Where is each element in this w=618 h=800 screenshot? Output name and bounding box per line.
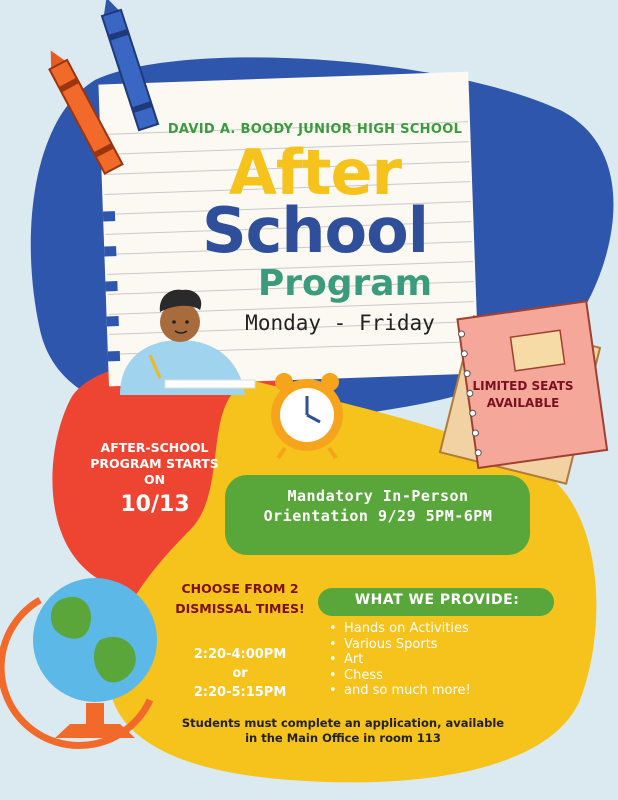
time-or: or bbox=[232, 666, 248, 681]
starts-text: AFTER-SCHOOL PROGRAM STARTS ON bbox=[90, 440, 219, 487]
provide-heading: WHAT WE PROVIDE: bbox=[354, 592, 520, 608]
footer-note: Students must complete an application, available in the Main Office in room 113 bbox=[181, 716, 505, 745]
globe-icon bbox=[1, 578, 157, 745]
list-item: • and so much more! bbox=[326, 683, 566, 699]
list-item: • Chess bbox=[326, 668, 566, 684]
school-name: DAVID A. BOODY JUNIOR HIGH SCHOOL bbox=[167, 122, 463, 137]
start-date: 10/13 bbox=[120, 492, 190, 517]
limited-seats-text: LIMITED SEATS AVAILABLE bbox=[472, 379, 574, 410]
list-item: • Art bbox=[326, 652, 566, 668]
time-option-1: 2:20-4:00PM bbox=[193, 647, 287, 662]
title-after: After bbox=[228, 136, 402, 209]
provide-list bbox=[326, 621, 566, 699]
time-option-2: 2:20-5:15PM bbox=[193, 685, 287, 700]
dismissal-choice-text: CHOOSE FROM 2 DISMISSAL TIMES! bbox=[175, 581, 305, 616]
dismissal-times bbox=[170, 645, 310, 702]
list-item: • Hands on Activities bbox=[326, 621, 566, 637]
title-program: Program bbox=[257, 263, 433, 304]
list-item: • Various Sports bbox=[326, 637, 566, 653]
days-text: Monday - Friday bbox=[245, 311, 435, 335]
title-school: School bbox=[202, 194, 428, 267]
orientation-text: Mandatory In-Person Orientation 9/29 5PM-6PM bbox=[263, 487, 493, 525]
